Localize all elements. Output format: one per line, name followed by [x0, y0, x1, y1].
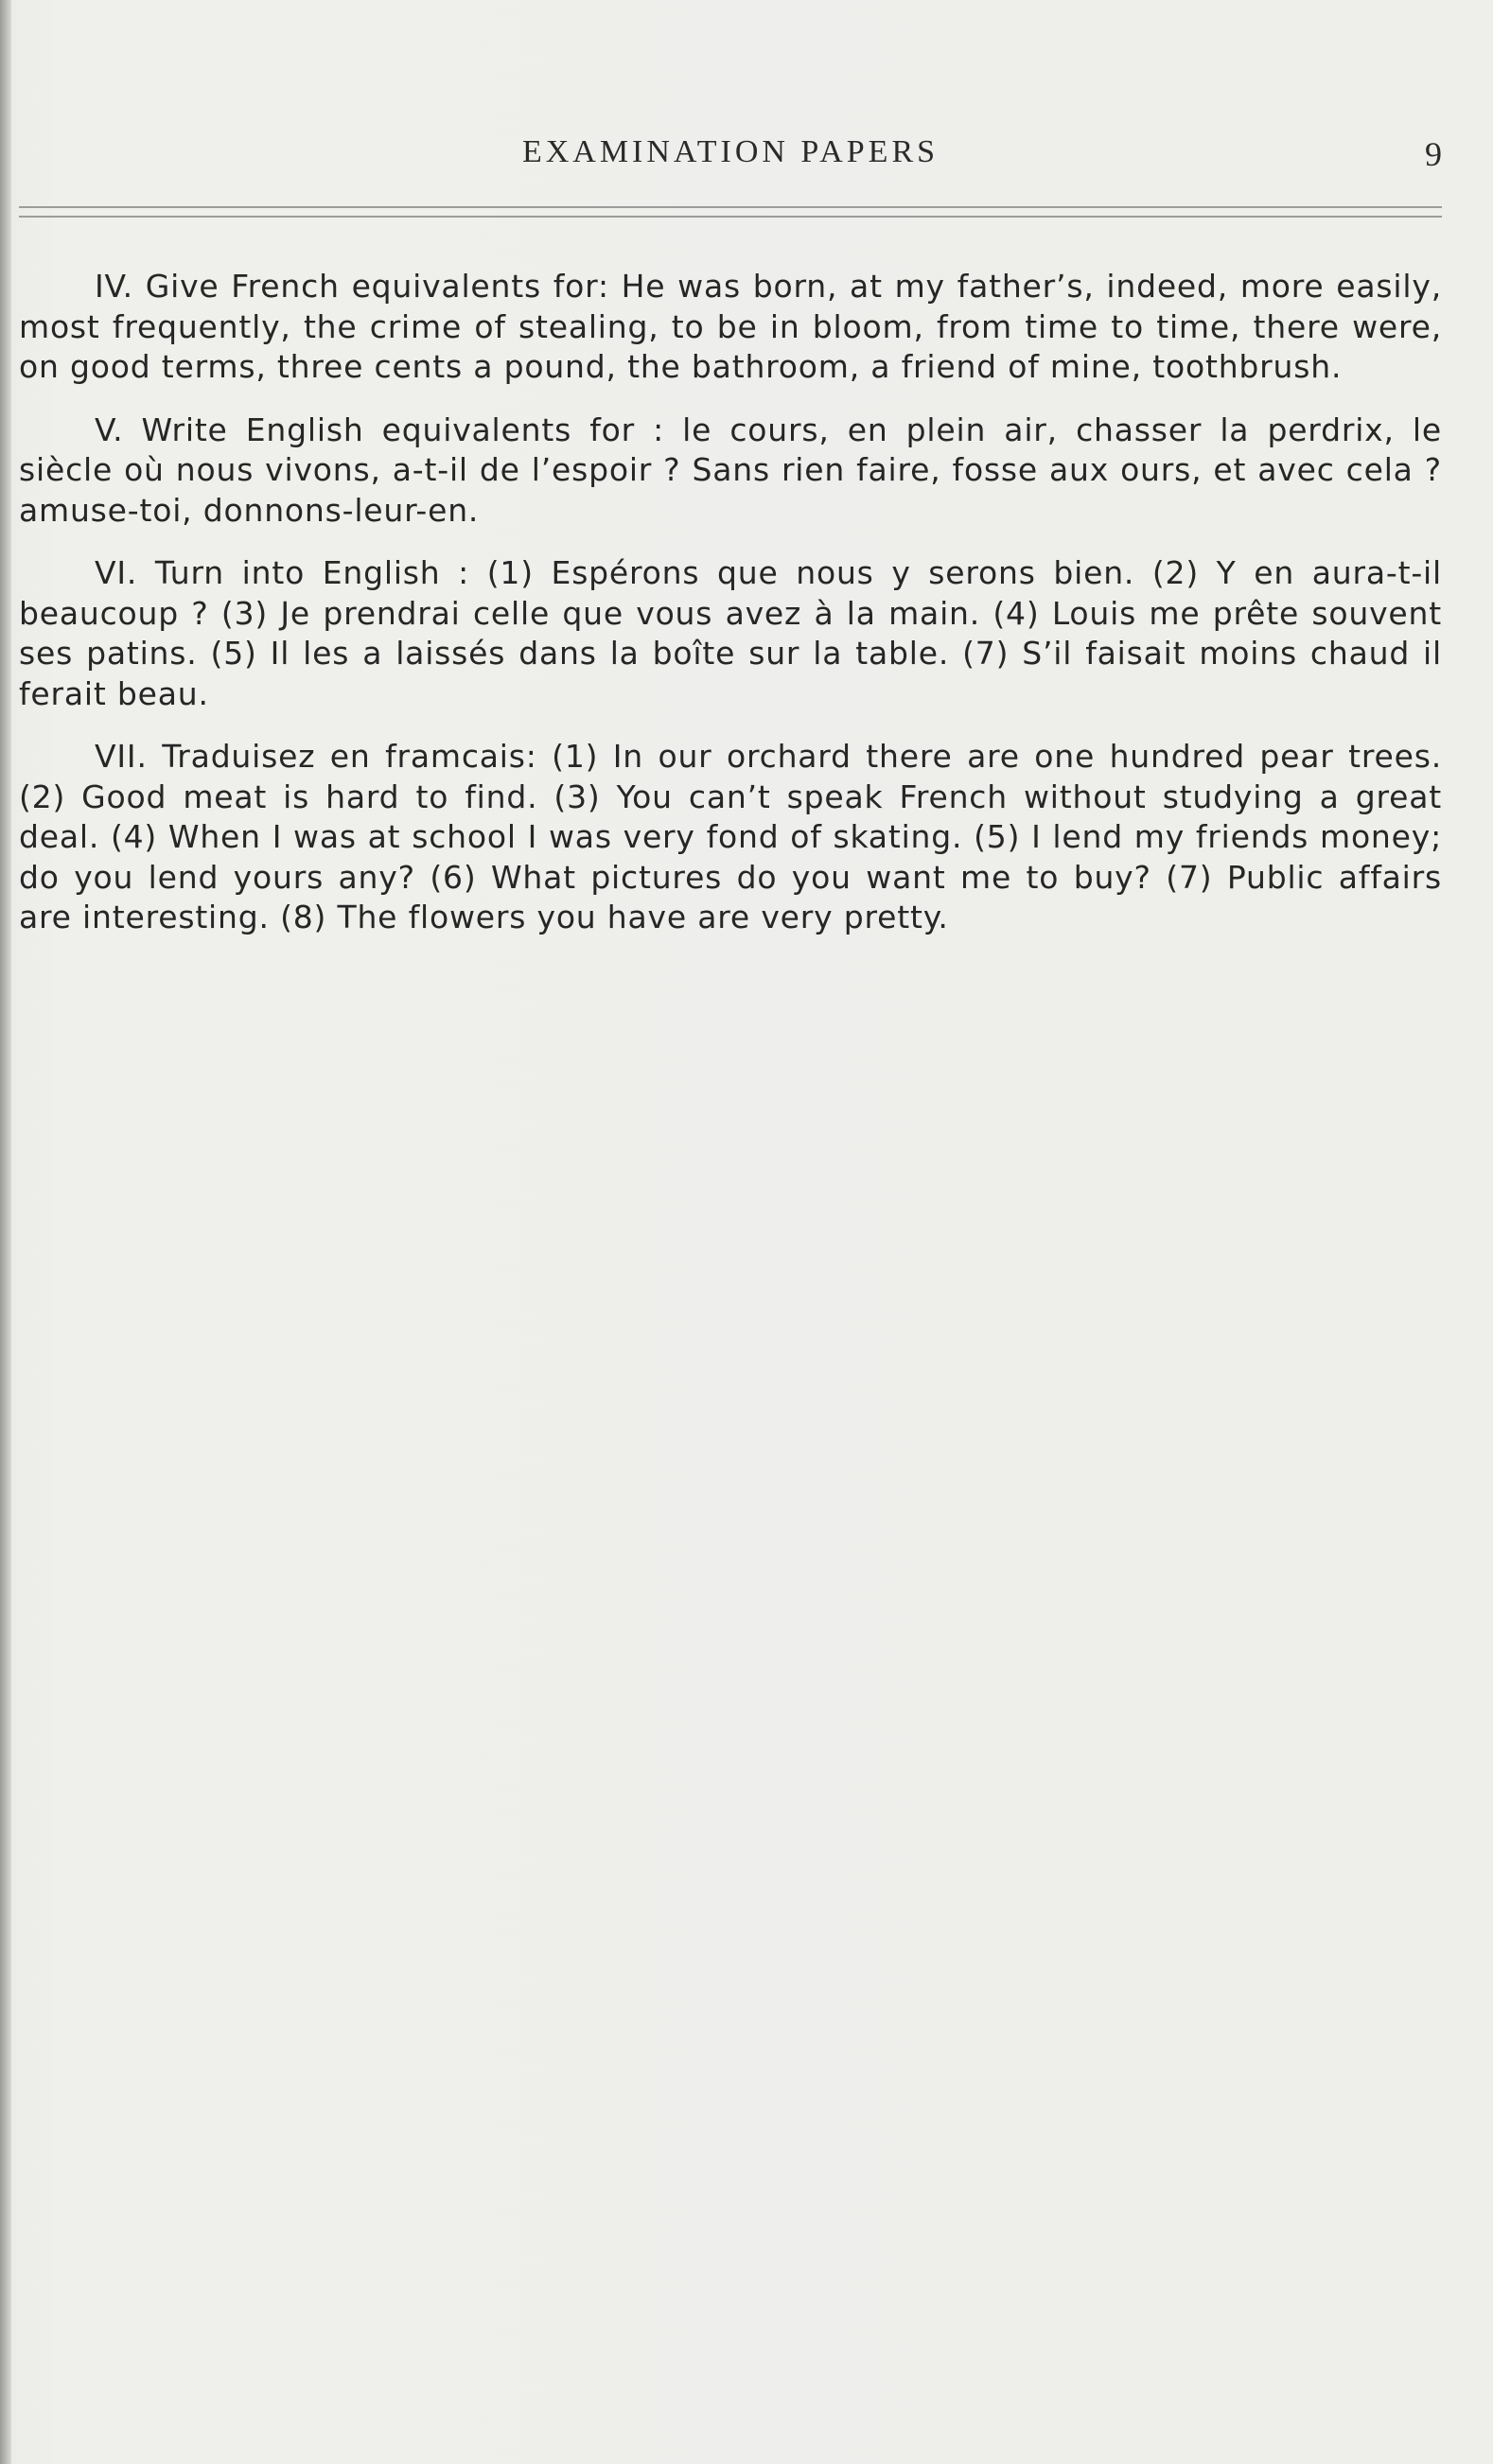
running-head-title: EXAMINATION PAPERS	[521, 134, 940, 169]
section-v: V. Write English equivalents for : le cours, en plein air, chasser la perdrix, le siècle où nous vivons, a-t-il de l’espoir ? Sans rien faire, fosse aux ours, et avec cela ? amuse-toi, donnons-leur-en.	[19, 411, 1442, 529]
header-rule-bottom	[19, 216, 1442, 218]
section-iv: IV. Give French equivalents for: He was born, at my father’s, indeed, more easily, most frequently, the crime of stealing, to be in bloom, from time to time, there were, on good terms, three cents a pound, the bathroom, a friend of mine, toothbrush.	[19, 268, 1442, 385]
section-vii: VII. Traduisez en framcais: (1) In our orchard there are one hundred pear trees. (2) Good meat is hard to find. (3) You can’t speak French without studying a great deal. (4) When I was at school I was very fond of skating. (5) I lend my friends money; do you lend yours any? (6) What pictures do you want me to buy? (7) Public affairs are interesting. (8) The flowers you have are very pretty.	[19, 738, 1442, 935]
page-edge	[0, 0, 11, 2464]
page-number: 9	[1425, 135, 1442, 173]
exam-content	[19, 267, 1442, 961]
running-head	[19, 134, 1442, 182]
header-rule-top	[19, 206, 1442, 208]
section-vi: VI. Turn into English : (1) Espérons que nous y serons bien. (2) Y en aura-t-il beaucoup ? (3) Je prendrai celle que vous avez à la main. (4) Louis me prête souvent ses patins. (5) Il les a laissés dans la boîte sur la table. (7) S’il faisait moins chaud il ferait beau.	[19, 554, 1442, 712]
